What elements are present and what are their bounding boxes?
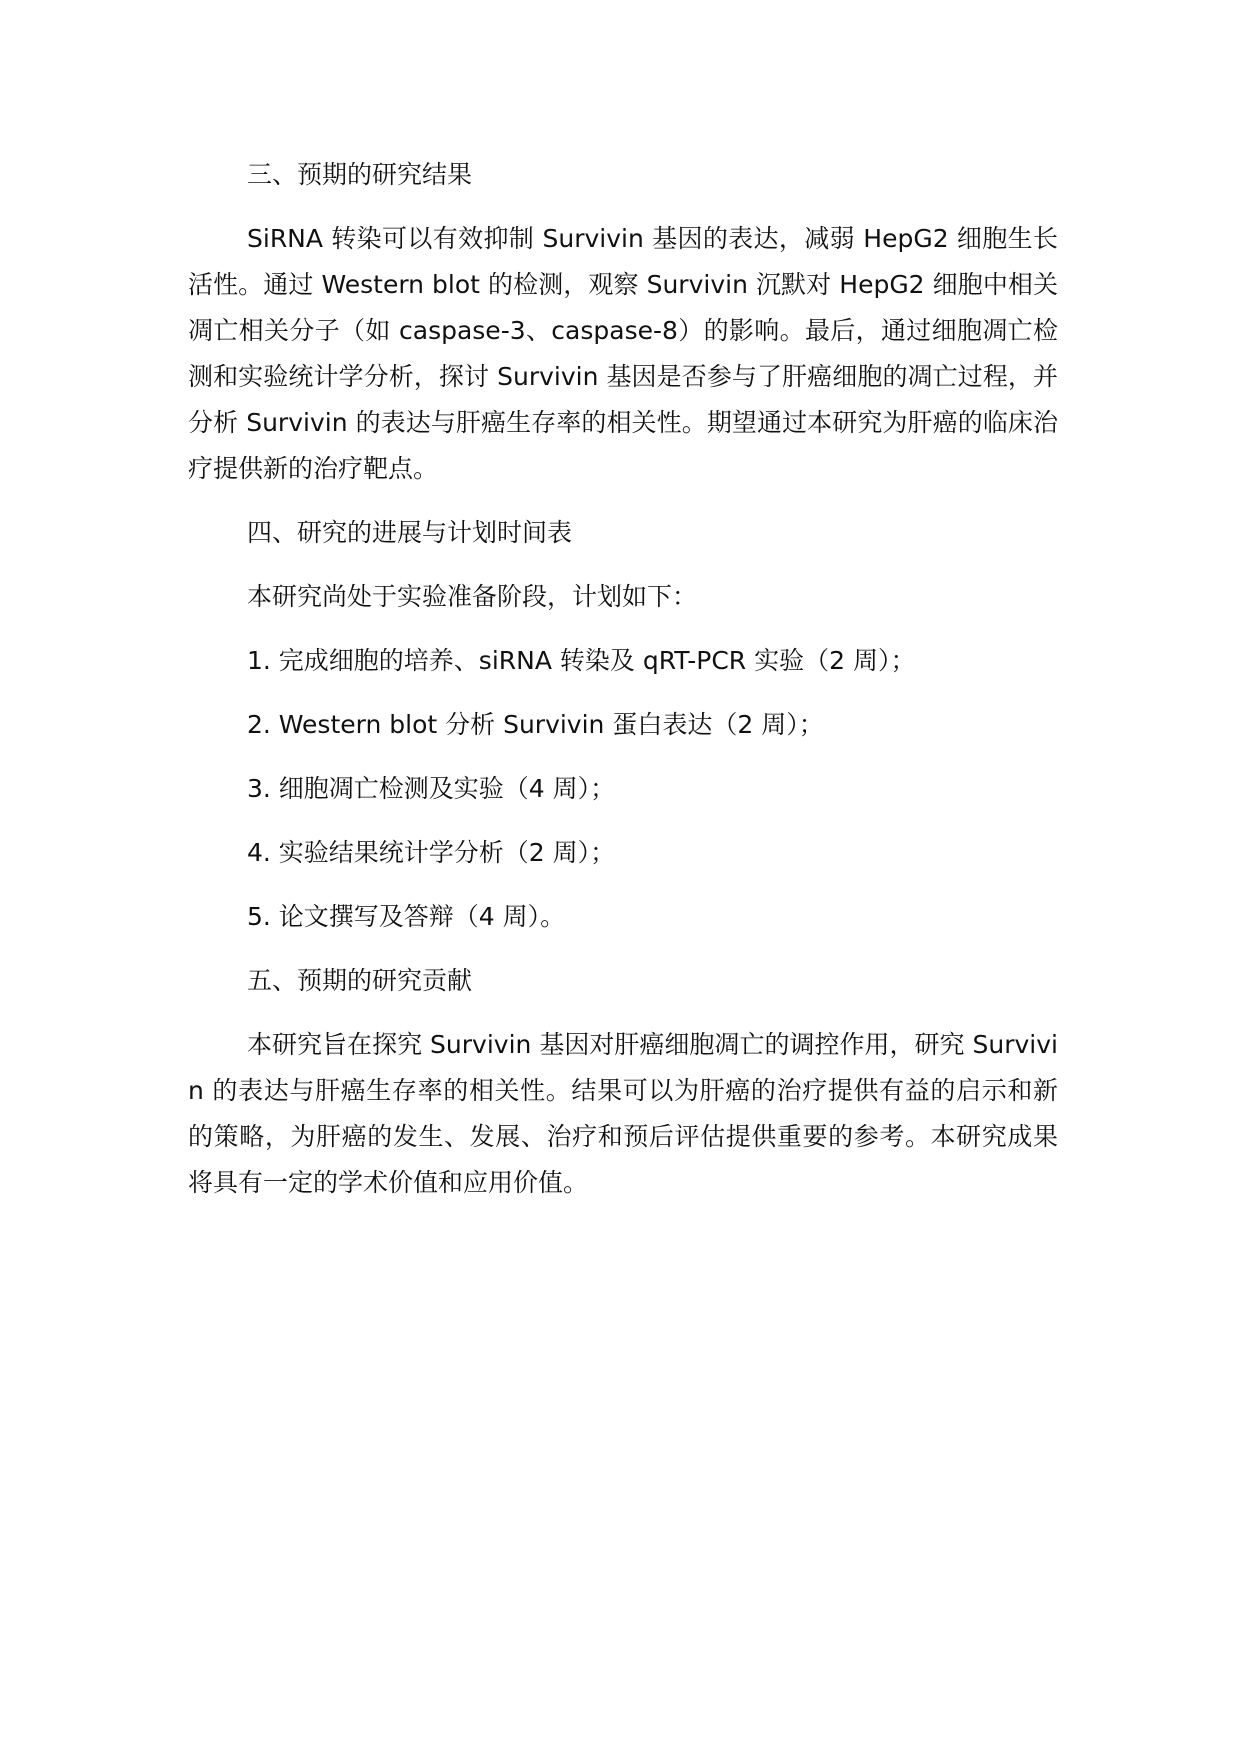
section-heading-expected-results: 三、预期的研究结果 xyxy=(247,160,473,189)
list-item: 3. 细胞凋亡检测及实验（4 周）； xyxy=(247,774,616,803)
paragraph-plan-intro: 本研究尚处于实验准备阶段，计划如下： xyxy=(247,582,698,611)
section-heading-expected-contribution: 五、预期的研究贡献 xyxy=(247,966,473,995)
plan-list xyxy=(188,638,1058,940)
paragraph-expected-contribution: 本研究旨在探究 Survivin 基因对肝癌细胞凋亡的调控作用，研究 Survivin 的表达与肝癌生存率的相关性。结果可以为肝癌的治疗提供有益的启示和新的策略，为肝癌的发生、发展、治疗和预后评估提供重要的参考。本研究成果将具有一定的学术价值和应用价值。 xyxy=(188,1030,1058,1197)
paragraph-expected-results: SiRNA 转染可以有效抑制 Survivin 基因的表达，减弱 HepG2 细胞生长活性。通过 Western blot 的检测，观察 Survivin 沉默对 HepG2 细胞中相关凋亡相关分子（如 caspase-3、caspase-8）的影响。最后，通过细胞凋亡检测和实验统计学分析，探讨 Survivin 基因是否参与了肝癌细胞的凋亡过程，并分析 Survivin 的表达与肝癌生存率的相关性。期望通过本研究为肝癌的临床治疗提供新的治疗靶点。 xyxy=(188,224,1058,483)
document-content xyxy=(188,152,1058,1224)
list-item: 1. 完成细胞的培养、siRNA 转染及 qRT-PCR 实验（2 周）； xyxy=(247,646,916,675)
list-item: 4. 实验结果统计学分析（2 周）； xyxy=(247,838,616,867)
list-item: 2. Western blot 分析 Survivin 蛋白表达（2 周）； xyxy=(247,710,824,739)
section-heading-progress-plan: 四、研究的进展与计划时间表 xyxy=(247,518,573,547)
list-item: 5. 论文撰写及答辩（4 周）。 xyxy=(247,902,566,931)
